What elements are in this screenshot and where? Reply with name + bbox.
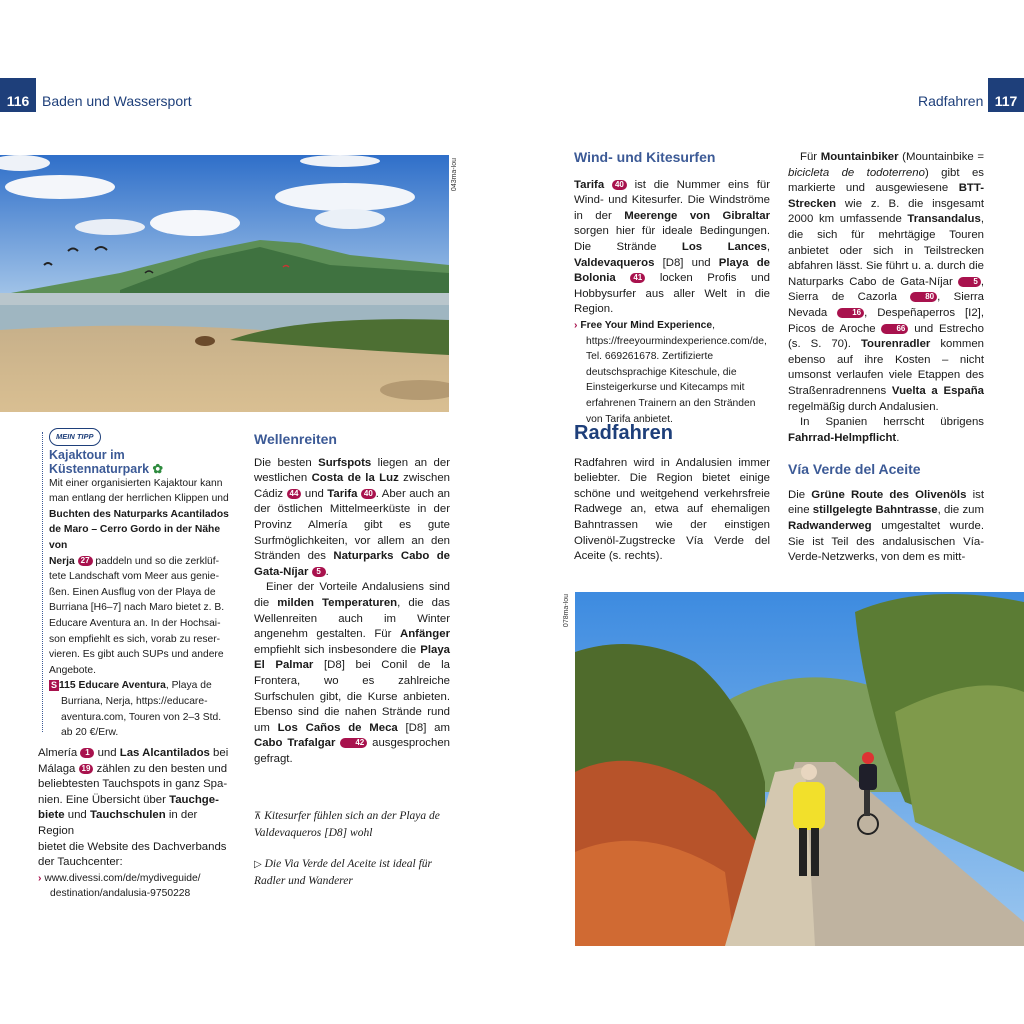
beach-photo-caption: ⊼ Kitesurfer fühlen sich an der Playa de Valdevaqueros [D8] wohl [254,810,440,839]
wellenreiten-paragraph-1: Die besten Surfspots liegen an der westlichen Costa de la Luz zwischen Cádiz 44 und Tarifa 40 . Aber auch an der östlichen Mittelmeerküste in der Provinz Almería gibt es gute Surfmöglichkeiten, vor allem an den Stränden des Naturparks Cabo de Gata-Níjar 5 . [254,456,451,578]
tip-text: Mit einer organisierten Kajaktour kann man entlang der herrlichen Klippen und Buchten des Naturparks Acantilados de Maro – Cerro Gordo in der Nähe von Nerja 27 paddeln und so die zerklüf- tete Landschaft vom Meer aus genie- ßen. Einen Ausflug von der Playa de Burriana [H6–7] nach Maro bietet z. B. Educare Aventura an. In der Hochsai- son empfiehlt es sich, vorab zu reser- vieren. Es gibt auch SUPs und andere Angebote. S 115 Educare Aventura, Playa de Burriana, Nerja, https://educare- aventura.com, Touren von 2–3 Std. ab 20 €/Erw. [49,476,234,741]
photo-above-icon: ⊼ [254,811,262,822]
aceite-paragraph: Die Grüne Route des Olivenöls ist eine stillgelegte Bahntrasse, die zum Radwanderweg umgestaltet wurde. Sie ist Teil des andalusischen Vía-Verde-Netzwerks, von dem es mitt- [788,488,985,564]
diving-paragraph: Almería 1 und Las Alcantilados bei Málaga 19 zählen zu den besten und beliebtesten Tauchspots in ganz Spa- nien. Eine Übersicht über Tauchge- biete und Tauchschulen in der Region bietet die Website des Dachverbands der Tauchcenter: › www.divessi.com/de/mydiveguide/ destination/andalusia-9750228 [38,746,236,902]
kitesurfen-heading: Wind- und Kitesurfen [574,149,716,165]
cycling-photo-caption: ▷ Die Via Verde del Aceite ist ideal für Radler und Wanderer [254,858,433,887]
radfahren-heading: Radfahren [574,422,673,444]
kitesurfen-section [574,150,770,427]
mein-tipp-box [49,428,234,741]
photo-right-icon: ▷ [254,859,262,870]
wellenreiten-heading: Wellenreiten [254,431,337,447]
mountainbike-paragraph: Für Mountainbiker (Mountainbike = bicicleta de todoterreno) gibt es markierte und ausgewiesene BTT-Strecken wie z. B. die insgesamt 2000 km umfassende Transandalus, die sich für mehrtägige Touren anbietet oder sich in Teilstrecken abfahren lässt. Sie führt u. a. durch die Naturparks Cabo de Gata-Níjar 5 , Sierra de Cazorla 80 , Sierra Nevada 16 , Despeñaperros [I2], Picos de Aroche 66 und Estrecho (s. S. 70). Tourenradler kommen ebenso auf ihre Kosten – nicht umsonst verlaufen viele Etappen des Straßenradrennens Vuelta a España regelmäßig durch Andalusien. [788,151,985,413]
right-page-number: 117 [988,78,1024,112]
divessi-link[interactable]: › www.divessi.com/de/mydiveguide/ [38,872,201,884]
clover-icon: ✿ [152,461,163,476]
beach-photo-credit: 043ma-lou [451,158,458,192]
kitesurf-beach-photo [0,155,449,412]
tip-title: Kajaktour im Küstennaturpark ✿ [49,447,163,476]
left-running-title: Baden und Wassersport [42,93,192,109]
kitesurfen-paragraph: Tarifa 40 ist die Nummer eins für Wind- und Kitesurfer. Die Windströme in der Meerenge von Gibraltar sorgen hier für ideale Bedingungen. Die Strände Los Lances, Valdevaqueros [D8] und Playa de Bolonia 41 locken Profis und Hobbysurfer aus aller Welt in die Region. [574,178,770,316]
helmet-paragraph: In Spanien herrscht übrigens Fahrrad-Helmpflicht. [788,416,984,444]
radfahren-paragraph: Radfahren wird in Andalusien immer beliebter. Die Region bietet einige schöne und weitgehend verkehrsfreie Radwege an, etwa auf ehemaligen Bahntrassen wie der einstigen Olivenöl-Zugstrecke Vía Verde del Aceite (s. rechts). [574,456,770,563]
tip-listing: S 115 Educare Aventura, Playa de [51,680,212,692]
tip-divider-line [42,432,43,732]
radfahren-section [574,422,770,565]
listing-icon: S [51,680,58,691]
wellenreiten-paragraph-2: Einer der Vorteile Andalusiens sind die milden Temperaturen, die das Wellenreiten auch im Winter angenehm gestalten. Für Anfänger empfiehlt sich insbesondere die Playa El Palmar [D8] bei Conil de la Frontera, wo es zahlreiche Surfschulen gibt, die Kurse anbieten. Ebenso sind die nahen Strände rund um Los Caños de Meca [D8] am Cabo Trafalgar 42 ausgesprochen gefragt. [254,581,451,765]
right-running-title: Radfahren [918,93,984,109]
left-page-number: 116 [0,78,36,112]
wellenreiten-section [254,432,450,767]
mountainbike-section [788,150,984,566]
kiteschool-listing[interactable]: › Free Your Mind Experience, https://freeyourmindexperience.com/de, Tel. 669261678. Zertifizierte deutschsprachige Kiteschule, die Einsteigerkurse und Kitecamps mit erfahrenen Trainern an den Stränden von Tarifa anbietet. [574,319,767,425]
mein-tipp-badge: MEIN TIPP [49,428,101,446]
cycling-photo-credit: 078ma-lou [563,594,570,628]
via-verde-cycling-photo [575,592,1024,946]
aceite-heading: Vía Verde del Aceite [788,461,921,478]
